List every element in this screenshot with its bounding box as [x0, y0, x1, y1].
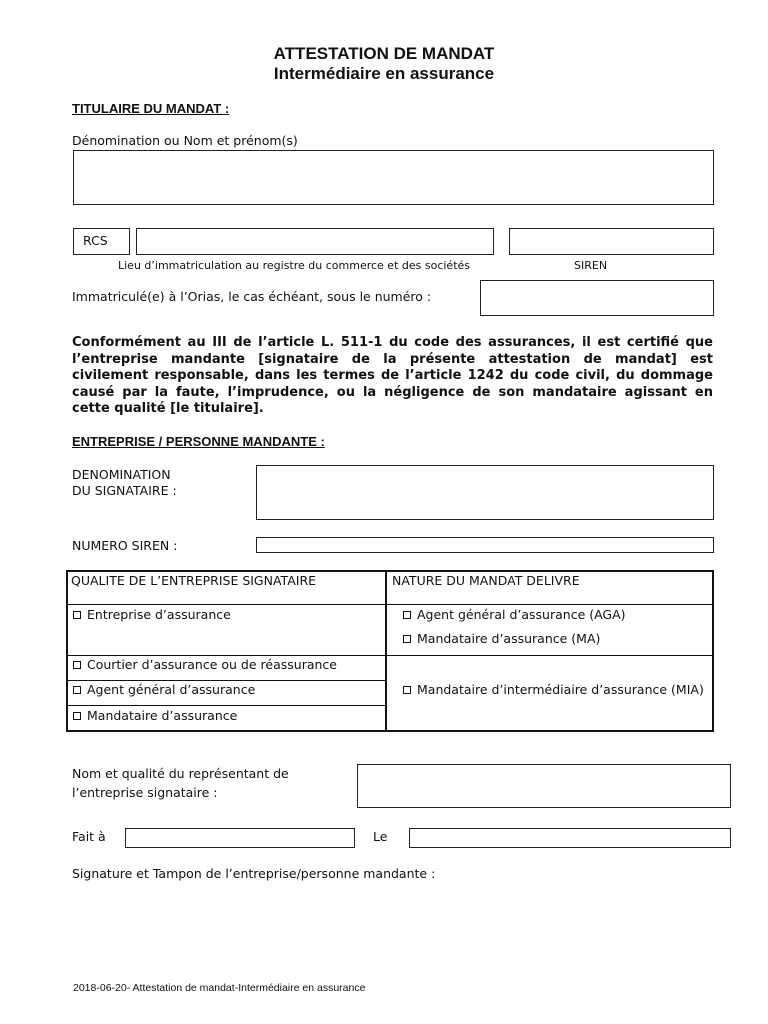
checkbox[interactable] [73, 611, 81, 619]
titulaire-heading: TITULAIRE DU MANDAT : [72, 101, 230, 116]
option-label: Courtier d’assurance ou de réassurance [87, 657, 337, 672]
qualite-column-header: QUALITE DE L’ENTREPRISE SIGNATAIRE [71, 573, 317, 588]
checkbox[interactable] [73, 686, 81, 694]
signature-area[interactable] [72, 886, 713, 966]
rcs-caption: Lieu d’immatriculation au registre du commerce et des sociétés [118, 259, 471, 272]
checkbox[interactable] [403, 686, 411, 694]
representant-label-line1: Nom et qualité du représentant de [72, 766, 289, 781]
siren-number-field[interactable] [256, 537, 714, 553]
option-label: Agent général d’assurance [87, 682, 256, 697]
qualite-option-mandataire[interactable] [73, 708, 237, 724]
nature-column-header: NATURE DU MANDAT DELIVRE [392, 573, 580, 588]
option-label: Mandataire d’assurance [87, 708, 238, 723]
denomination-field[interactable] [256, 465, 714, 520]
name-label: Dénomination ou Nom et prénom(s) [72, 133, 298, 148]
mandante-heading: ENTREPRISE / PERSONNE MANDANTE : [72, 434, 325, 449]
representant-label-line2: l’entreprise signataire : [72, 785, 218, 800]
qualite-option-entreprise[interactable] [73, 607, 231, 623]
nature-option-ma[interactable] [403, 631, 600, 647]
signature-tampon-label: Signature et Tampon de l’entreprise/personne mandante : [72, 866, 436, 881]
representant-field[interactable] [357, 764, 731, 808]
rcs-label: RCS [83, 233, 108, 248]
checkbox[interactable] [403, 635, 411, 643]
siren-caption: SIREN [574, 259, 608, 272]
nature-option-aga[interactable] [403, 607, 626, 623]
legal-statement: Conformément au III de l’article L. 511-1 du code des assurances, il est certifié que l’entreprise mandante [signataire de la présente attestation de mandat] est civilement responsable, dans les termes de l’article 1242 du code civil, du dommage causé par la faute, l’imprudence, ou la négligence de son mandataire agissant en cette qualité [le titulaire]. [72, 335, 713, 416]
qualite-option-courtier[interactable] [73, 657, 337, 673]
option-label: Mandataire d’assurance (MA) [417, 631, 601, 646]
nature-option-mia[interactable] [403, 682, 704, 698]
checkbox[interactable] [73, 661, 81, 669]
denomination-label-line2: DU SIGNATAIRE : [72, 483, 177, 498]
orias-label: Immatriculé(e) à l’Orias, le cas échéant, sous le numéro : [72, 289, 432, 304]
footer-reference: 2018-06-20- Attestation de mandat-Intermédiaire en assurance [73, 982, 366, 994]
option-label: Agent général d’assurance (AGA) [417, 607, 626, 622]
option-label: Mandataire d’intermédiaire d’assurance (MIA) [417, 682, 704, 697]
date-label: Le [373, 829, 388, 844]
qualite-option-agent-general[interactable] [73, 682, 255, 698]
orias-field[interactable] [480, 280, 714, 316]
document-subtitle: Intermédiaire en assurance [273, 64, 495, 83]
date-field[interactable] [409, 828, 731, 848]
rcs-field[interactable] [136, 228, 494, 255]
checkbox[interactable] [73, 712, 81, 720]
siren-field[interactable] [509, 228, 714, 255]
option-label: Entreprise d’assurance [87, 607, 231, 622]
rcs-label-box [73, 228, 130, 255]
name-field[interactable] [73, 150, 714, 205]
denomination-label-line1: DENOMINATION [72, 467, 171, 482]
fait-a-field[interactable] [125, 828, 355, 848]
checkbox[interactable] [403, 611, 411, 619]
document-title: ATTESTATION DE MANDAT [273, 44, 495, 63]
siren-number-label: NUMERO SIREN : [72, 538, 178, 553]
fait-a-label: Fait à [72, 829, 106, 844]
